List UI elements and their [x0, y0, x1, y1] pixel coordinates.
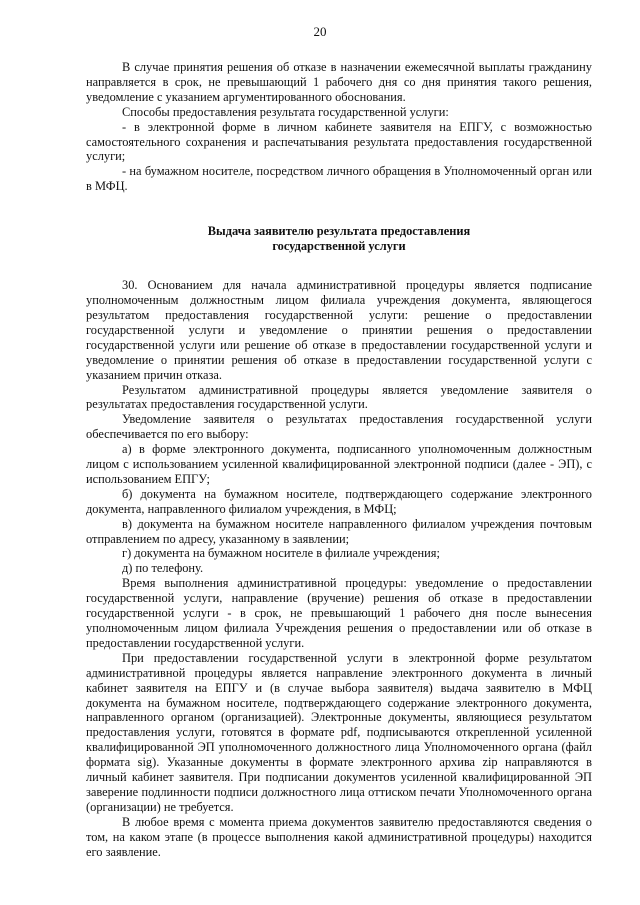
paragraph-execution-time: Время выполнения административной процедуры: уведомление о предоставлении государственной услуги, направление (вручение) решения об отказе в предоставлении государственной услуги - в срок, не превышающий 1 рабочего дня после вынесения уполномоченным лицом филиала Учреждения решения о предоставлении или об отказе в предоставлении государственной услуги.: [86, 576, 592, 650]
page-number: 20: [313, 24, 327, 39]
paragraph-electronic-form: При предоставлении государственной услуги в электронной форме результатом административной процедуры является направление электронного документа в личный кабинет заявителя на ЕПГУ и (в случае выбора заявителя) выдача заявителю в МФЦ документа на бумажном носителе, подтверждающего содержание электронного документа, направленного органом (организацией). Электронные документы, являющиеся результатом предоставления услуги, готовятся в формате pdf, подписываются открепленной усиленной квалифицированной ЭП уполномоченного должностного лица Уполномоченного органа (файл формата sig). Указанные документы в формате электронного архива zip направляются в личный кабинет заявителя. При подписании документов усиленной квалифицированной ЭП заверение подлинности подписи должностного лица оттиском печати Уполномоченного органа (организации) не требуется.: [86, 650, 592, 814]
document-body: [86, 60, 592, 860]
list-item-a: а) в форме электронного документа, подписанного уполномоченным должностным лицом с использованием усиленной квалифицированной электронной подписи (далее - ЭП), с использованием ЕПГУ;: [86, 442, 592, 486]
section-heading-line1: Выдача заявителю результата предоставления: [207, 224, 471, 239]
section-heading: [86, 224, 592, 254]
paragraph-30: 30. Основанием для начала административной процедуры является подписание уполномоченным должностным лицом филиала учреждения документа, являющегося результатом предоставления государственной услуги: решение о предоставлении государственной услуги и уведомление о принятии решения о предоставлении государственной услуги или решение об отказе в предоставлении государственной услуги и уведомление о принятии решения об отказе в предоставлении государственной услуги с указанием причин отказа.: [86, 278, 592, 382]
paragraph-result-methods: Способы предоставления результата государственной услуги:: [122, 104, 449, 119]
list-item-paper: - на бумажном носителе, посредством личного обращения в Уполномоченный орган или в МФЦ.: [86, 164, 592, 194]
list-item-v: в) документа на бумажном носителе направленного филиалом учреждения почтовым отправлением по адресу, указанному в заявлении;: [86, 516, 592, 546]
list-item-b: б) документа на бумажном носителе, подтверждающего содержание электронного документа, направленного филиалом учреждения, в МФЦ;: [86, 486, 592, 516]
list-item-electronic: - в электронной форме в личном кабинете заявителя на ЕПГУ, с возможностью самостоятельного сохранения и распечатывания результата предоставления государственной услуги;: [86, 119, 592, 164]
paragraph-refusal-notice: В случае принятия решения об отказе в назначении ежемесячной выплаты гражданину направляется в срок, не превышающий 1 рабочего дня со дня принятия такого решения, уведомление с указанием аргументированного обоснования.: [86, 60, 592, 104]
paragraph-notification: Уведомление заявителя о результатах предоставления государственной услуги обеспечивается по его выбору:: [86, 412, 592, 442]
section-heading-line2: государственной услуги: [272, 239, 406, 254]
list-item-g: г) документа на бумажном носителе в филиале учреждения;: [122, 546, 440, 561]
paragraph-result: Результатом административной процедуры является уведомление заявителя о результатах предоставления государственной услуги.: [86, 382, 592, 412]
list-item-d: д) по телефону.: [122, 561, 204, 576]
paragraph-status-info: В любое время с момента приема документов заявителю предоставляются сведения о том, на каком этапе (в процессе выполнения какой административной процедуры) находится его заявление.: [86, 814, 592, 859]
